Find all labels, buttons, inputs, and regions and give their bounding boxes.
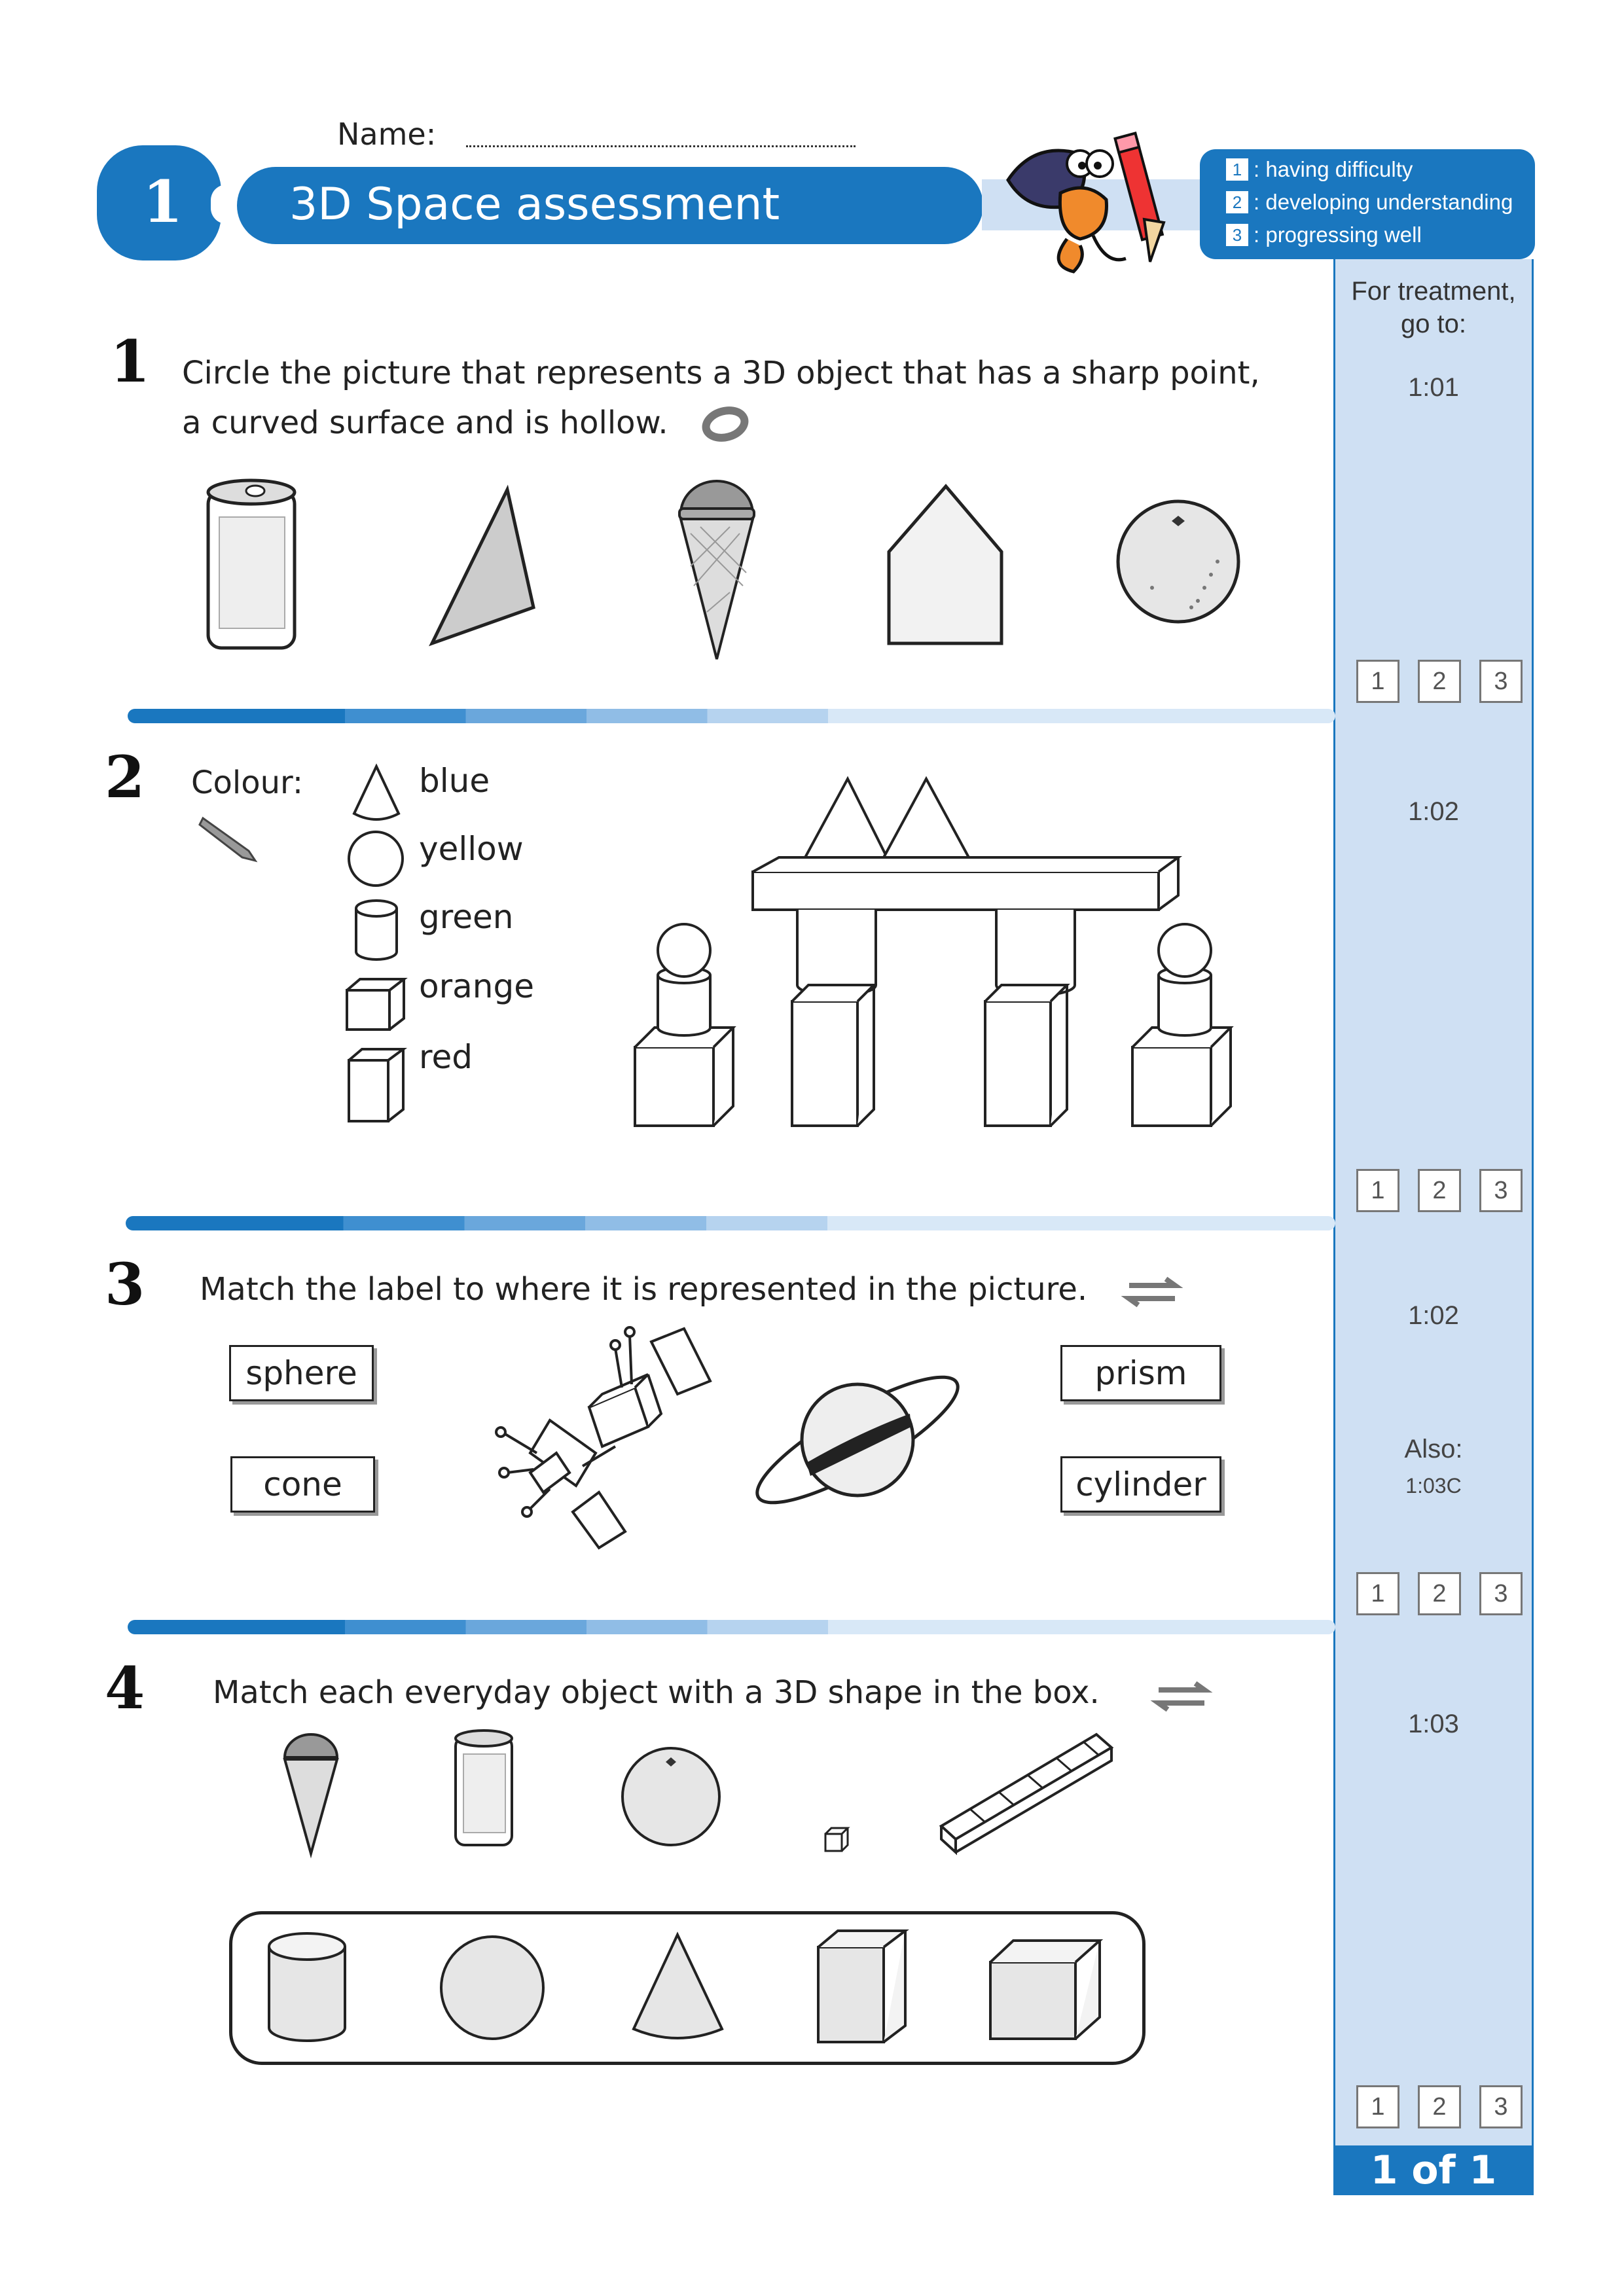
box-cone-icon[interactable]	[630, 1931, 725, 2045]
block-structure-picture[interactable]	[628, 766, 1250, 1132]
colour-blue: blue	[419, 762, 490, 800]
colour-green: green	[419, 898, 514, 936]
rating-legend	[1200, 149, 1535, 259]
treatment-code-q2: 1:02	[1408, 797, 1459, 826]
question-4-number: 4	[105, 1654, 145, 1722]
question-1-text-line2: a curved surface and is hollow.	[182, 404, 668, 441]
page-title: 3D Space assessment	[289, 179, 780, 230]
unit-badge	[97, 145, 221, 260]
question-1-number: 1	[110, 327, 151, 395]
section-divider-1	[128, 709, 1335, 723]
drink-can-icon[interactable]	[452, 1728, 517, 1849]
treatment-code-q3: 1:02	[1408, 1301, 1459, 1330]
pencil-icon	[196, 812, 262, 864]
name-label: Name:	[337, 117, 437, 152]
ruler-rod-icon[interactable]	[936, 1728, 1119, 1859]
drink-can-icon[interactable]	[203, 478, 301, 658]
legend-prism-icon	[346, 1044, 408, 1126]
colour-red: red	[419, 1038, 473, 1076]
label-cylinder[interactable]: cylinder	[1060, 1456, 1221, 1513]
legend-row-1	[1226, 157, 1413, 182]
label-prism[interactable]: prism	[1060, 1345, 1221, 1401]
treatment-label: For treatment, go to:	[1351, 277, 1516, 338]
rating-q1-3[interactable]: 3	[1479, 660, 1523, 703]
treatment-code-q4: 1:03	[1408, 1710, 1459, 1738]
legend-cylinder-icon	[352, 897, 401, 962]
colour-yellow: yellow	[419, 830, 524, 868]
ice-cream-cone-icon[interactable]	[674, 468, 759, 664]
legend-num-2: 2	[1226, 191, 1248, 213]
rating-q4-1[interactable]: 1	[1356, 2085, 1399, 2128]
rating-q3-2[interactable]: 2	[1418, 1572, 1461, 1615]
question-2-number: 2	[105, 743, 145, 811]
rating-q2-1[interactable]: 1	[1356, 1169, 1399, 1212]
match-arrows-icon	[1152, 1681, 1211, 1712]
rating-q1	[1356, 660, 1523, 703]
legend-row-3	[1226, 223, 1422, 247]
rating-q4-3[interactable]: 3	[1479, 2085, 1523, 2128]
circle-instruction-icon	[699, 406, 751, 445]
rating-q3-1[interactable]: 1	[1356, 1572, 1399, 1615]
label-cone[interactable]: cone	[230, 1456, 375, 1513]
rating-q3	[1356, 1572, 1523, 1615]
label-sphere[interactable]: sphere	[229, 1345, 374, 1401]
box-cylinder-icon[interactable]	[265, 1931, 350, 2045]
colour-label: Colour:	[191, 764, 304, 801]
name-field[interactable]	[466, 137, 856, 147]
title-bar	[237, 167, 983, 244]
legend-cube-icon	[344, 974, 409, 1033]
box-sphere-icon[interactable]	[439, 1934, 547, 2042]
question-3-text: Match the label to where it is represented in the picture.	[200, 1271, 1088, 1308]
legend-num-3: 3	[1226, 224, 1248, 246]
box-prism-icon[interactable]	[815, 1928, 910, 2045]
rating-q1-1[interactable]: 1	[1356, 660, 1399, 703]
also-code: 1:03C	[1405, 1474, 1462, 1498]
unit-number: 1	[143, 168, 183, 236]
question-3-number: 3	[105, 1250, 145, 1318]
rating-q1-2[interactable]: 2	[1418, 660, 1461, 703]
house-pentagon-icon[interactable]	[884, 481, 1008, 651]
triangle-shape-icon[interactable]	[425, 483, 540, 650]
rating-q4	[1356, 2085, 1523, 2128]
legend-text-1: : having difficulty	[1254, 157, 1413, 181]
legend-text-2: : developing understanding	[1254, 190, 1513, 214]
satellite-picture[interactable]	[484, 1322, 720, 1545]
legend-num-1: 1	[1226, 158, 1248, 181]
hermit-crab-mascot-icon	[995, 128, 1185, 278]
rating-q3-3[interactable]: 3	[1479, 1572, 1523, 1615]
planet-rings-picture[interactable]	[746, 1355, 969, 1525]
rating-q2-3[interactable]: 3	[1479, 1169, 1523, 1212]
rating-q2-2[interactable]: 2	[1418, 1169, 1461, 1212]
section-divider-2	[126, 1216, 1335, 1230]
rating-q4-2[interactable]: 2	[1418, 2085, 1461, 2128]
page-indicator: 1 of 1	[1333, 2145, 1534, 2195]
also-label: Also:	[1404, 1435, 1463, 1463]
colour-orange: orange	[419, 967, 534, 1005]
treatment-code-q1: 1:01	[1408, 373, 1459, 402]
orange-fruit-icon[interactable]	[1113, 496, 1244, 627]
match-arrows-icon	[1123, 1276, 1182, 1308]
legend-row-2	[1226, 190, 1513, 215]
question-1-text-line1: Circle the picture that represents a 3D object that has a sharp point,	[182, 355, 1260, 391]
legend-sphere-icon	[347, 830, 406, 889]
section-divider-3	[128, 1620, 1335, 1634]
legend-text-3: : progressing well	[1254, 223, 1422, 247]
legend-cone-icon	[350, 762, 403, 825]
orange-fruit-icon[interactable]	[619, 1744, 723, 1849]
small-cube-icon[interactable]	[823, 1826, 850, 1854]
box-cube-icon[interactable]	[987, 1937, 1105, 2042]
rating-q2	[1356, 1169, 1523, 1212]
ice-cream-cone-icon[interactable]	[280, 1728, 342, 1859]
question-4-text: Match each everyday object with a 3D shape in the box.	[213, 1674, 1100, 1711]
